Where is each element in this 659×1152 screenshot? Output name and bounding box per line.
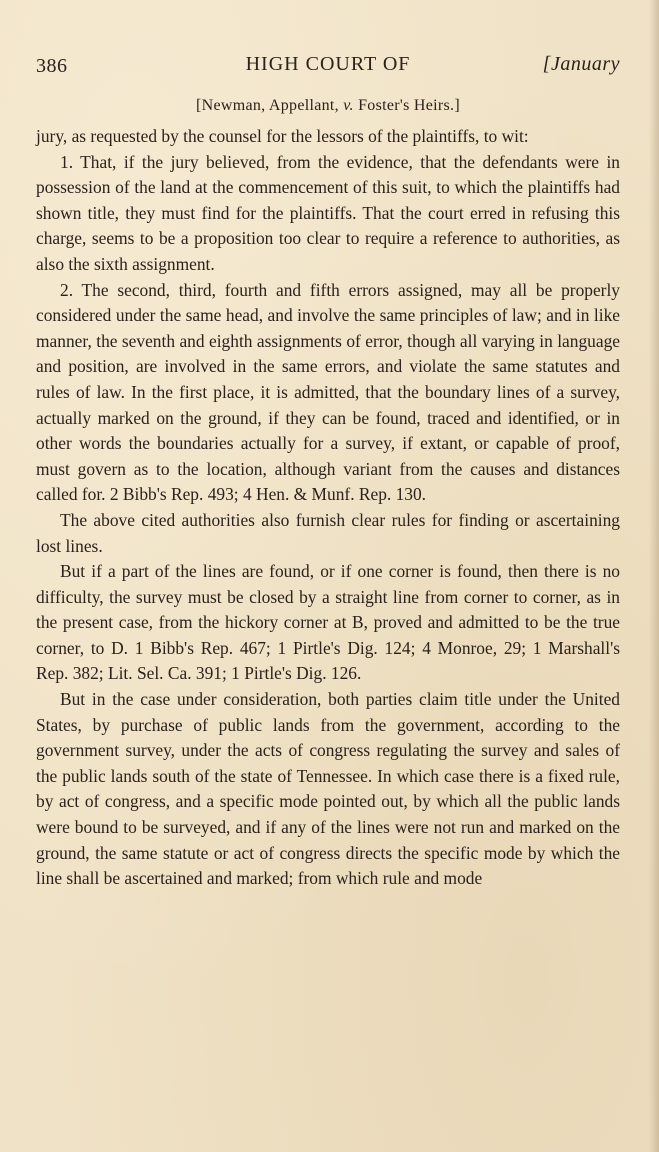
running-head — [36, 53, 620, 83]
paragraph-point-2: 2. The second, third, fourth and fifth errors assigned, may all be properly considered under the same head, and involve the same principles of law; and in like manner, the seventh and eighth assignments of error, though all varying in language and position, are involved in the same errors, and violate the same statutes and rules of law. In the first place, it is admitted, that the boundary lines of a survey, actually marked on the ground, if they can be found, traced and identified, or in other words the boundaries actually for a survey, if extant, or capable of proof, must govern as to the location, although variant from the causes and distances called for. 2 Bibb's Rep. 493; 4 Hen. & Munf. Rep. 130. — [36, 279, 620, 505]
paragraph-corner-rule: But if a part of the lines are found, or if one corner is found, then there is no difficulty, the survey must be closed by a straight line from corner to corner, as in the present case, from the hickory corner at B, proved and admitted to be the true corner, to D. 1 Bibb's Rep. 467; 1 Pirtle's Dig. 124; 4 Monroe, 29; 1 Marshall's Rep. 382; Lit. Sel. Ca. 391; 1 Pirtle's Dig. 126. — [36, 561, 620, 684]
caption-appellant: [Newman, Appellant, — [195, 97, 344, 114]
paragraph-authorities: The above cited authorities also furnish clear rules for finding or ascertaining lost lines. — [36, 509, 620, 556]
page-number: 386 — [36, 55, 68, 77]
page-edge-shadow — [649, 0, 659, 1152]
case-caption — [36, 97, 620, 115]
term-label: [January — [542, 53, 620, 75]
paragraph-public-lands: But in the case under consideration, both parties claim title under the United States, by purchase of public lands from the government, according to the government survey, under the acts of congress regulating the survey and sales of the public lands south of the state of Tennessee. In which case there is a fixed rule, by act of congress, and a specific mode pointed out, by which all the public lands were bound to be surveyed, and if any of the lines were not run and marked on the ground, the same statute or act of congress directs the specific mode by which the line shall be ascertained and marked; from which rule and mode — [36, 689, 620, 889]
caption-appellee: Foster's Heirs.] — [353, 97, 460, 114]
caption-versus: v. — [343, 97, 354, 114]
body-text — [36, 124, 620, 892]
paragraph-point-1: 1. That, if the jury believed, from the evidence, that the defendants were in possession of the land at the commencement of this suit, to which the plaintiffs had shown title, they must find for the plaintiffs. That the court erred in refusing this charge, seems to be a proposition too clear to require a reference to authorities, as also the sixth assignment. — [36, 151, 620, 274]
court-title: HIGH COURT OF — [245, 53, 411, 75]
paragraph-continuation: jury, as requested by the counsel for the lessors of the plaintiffs, to wit: — [36, 126, 529, 146]
